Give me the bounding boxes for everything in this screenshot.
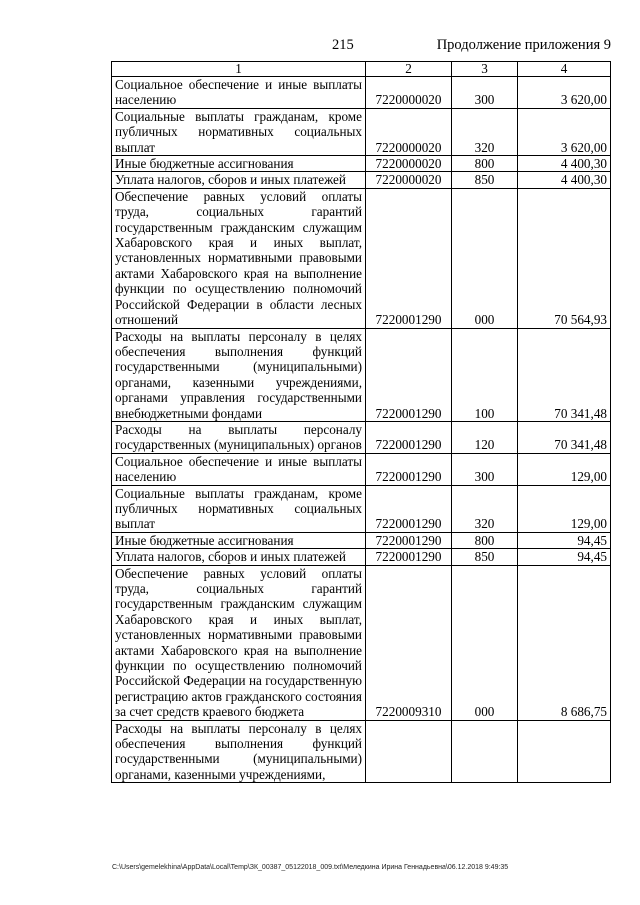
row-name-cell: Социальное обеспечение и иные выплаты населению	[112, 77, 366, 109]
row-name-cell: Социальные выплаты гражданам, кроме публичных нормативных социальных выплат	[112, 485, 366, 532]
row-expense-type-cell: 320	[452, 485, 518, 532]
row-expense-type-cell: 100	[452, 328, 518, 421]
row-expense-type-cell: 850	[452, 172, 518, 188]
column-header-2: 2	[366, 62, 452, 77]
row-name-cell: Социальное обеспечение и иные выплаты населению	[112, 453, 366, 485]
table-body	[112, 77, 611, 783]
row-code-cell: 7220000020	[366, 77, 452, 109]
row-code-cell: 7220001290	[366, 328, 452, 421]
row-expense-type-cell: 120	[452, 421, 518, 453]
table-row	[112, 108, 611, 155]
row-amount-cell: 94,45	[518, 532, 611, 548]
table-row	[112, 549, 611, 565]
row-amount-cell: 3 620,00	[518, 77, 611, 109]
row-expense-type-cell: 850	[452, 549, 518, 565]
table-row	[112, 328, 611, 421]
row-amount-cell: 129,00	[518, 453, 611, 485]
row-name-cell: Расходы на выплаты персоналу в целях обеспечения выполнения функций государственными (муниципальными) органами, казенными учреждениями, органами управления государственными внебюджетными фондами	[112, 328, 366, 421]
table-row	[112, 720, 611, 783]
row-expense-type-cell: 800	[452, 156, 518, 172]
row-name-cell: Расходы на выплаты персоналу в целях обеспечения выполнения функций государственными (муниципальными) органами, казенными учреждениями,	[112, 720, 366, 783]
row-expense-type-cell: 000	[452, 565, 518, 720]
table-row	[112, 453, 611, 485]
row-amount-cell: 94,45	[518, 549, 611, 565]
row-code-cell: 7220001290	[366, 188, 452, 328]
row-expense-type-cell: 800	[452, 532, 518, 548]
row-code-cell: 7220001290	[366, 549, 452, 565]
row-name-cell: Уплата налогов, сборов и иных платежей	[112, 549, 366, 565]
column-header-3: 3	[452, 62, 518, 77]
footer-file-path: C:\Users\gemelekhina\AppData\Local\Temp\ЗК_00387_05122018_009.txt\Меледкина Ирина Геннадьевна\06.12.2018 9:49:35	[112, 864, 509, 871]
table-row	[112, 156, 611, 172]
row-name-cell: Обеспечение равных условий оплаты труда, социальных гарантий государственным гражданским служащим Хабаровского края и иных выплат, установленных нормативными правовыми актами Хабаровского края на выполнение функции по осуществлению полномочий Российской Федерации в области лесных отношений	[112, 188, 366, 328]
budget-table	[111, 61, 611, 783]
table-row	[112, 565, 611, 720]
row-code-cell: 7220001290	[366, 453, 452, 485]
row-name-cell: Уплата налогов, сборов и иных платежей	[112, 172, 366, 188]
row-amount-cell: 3 620,00	[518, 108, 611, 155]
row-code-cell: 7220000020	[366, 108, 452, 155]
page-number: 215	[332, 37, 354, 53]
column-number-row	[112, 62, 611, 77]
row-expense-type-cell: 300	[452, 77, 518, 109]
row-amount-cell: 8 686,75	[518, 565, 611, 720]
table-row	[112, 188, 611, 328]
row-amount-cell: 70 341,48	[518, 421, 611, 453]
row-code-cell: 7220000020	[366, 156, 452, 172]
row-expense-type-cell: 320	[452, 108, 518, 155]
row-expense-type-cell: 300	[452, 453, 518, 485]
table-row	[112, 421, 611, 453]
row-expense-type-cell	[452, 720, 518, 783]
row-name-cell: Расходы на выплаты персоналу государственных (муниципальных) органов	[112, 421, 366, 453]
table-row	[112, 485, 611, 532]
column-header-4: 4	[518, 62, 611, 77]
table-row	[112, 532, 611, 548]
row-code-cell: 7220000020	[366, 172, 452, 188]
row-name-cell: Обеспечение равных условий оплаты труда, социальных гарантий государственным гражданским служащим Хабаровского края и иных выплат, установленных нормативными правовыми актами Хабаровского края на выполнение функции по осуществлению полномочий Российской Федерации на государственную регистрацию актов гражданского состояния за счет средств краевого бюджета	[112, 565, 366, 720]
row-code-cell: 7220001290	[366, 485, 452, 532]
table-row	[112, 172, 611, 188]
row-amount-cell: 4 400,30	[518, 156, 611, 172]
continuation-caption: Продолжение приложения 9	[436, 37, 611, 53]
row-code-cell	[366, 720, 452, 783]
row-name-cell: Социальные выплаты гражданам, кроме публичных нормативных социальных выплат	[112, 108, 366, 155]
row-name-cell: Иные бюджетные ассигнования	[112, 156, 366, 172]
row-amount-cell: 70 341,48	[518, 328, 611, 421]
column-header-1: 1	[112, 62, 366, 77]
table-row	[112, 77, 611, 109]
row-code-cell: 7220001290	[366, 532, 452, 548]
row-amount-cell: 70 564,93	[518, 188, 611, 328]
row-code-cell: 7220001290	[366, 421, 452, 453]
row-name-cell: Иные бюджетные ассигнования	[112, 532, 366, 548]
row-amount-cell: 129,00	[518, 485, 611, 532]
row-code-cell: 7220009310	[366, 565, 452, 720]
row-amount-cell: 4 400,30	[518, 172, 611, 188]
row-amount-cell	[518, 720, 611, 783]
row-expense-type-cell: 000	[452, 188, 518, 328]
